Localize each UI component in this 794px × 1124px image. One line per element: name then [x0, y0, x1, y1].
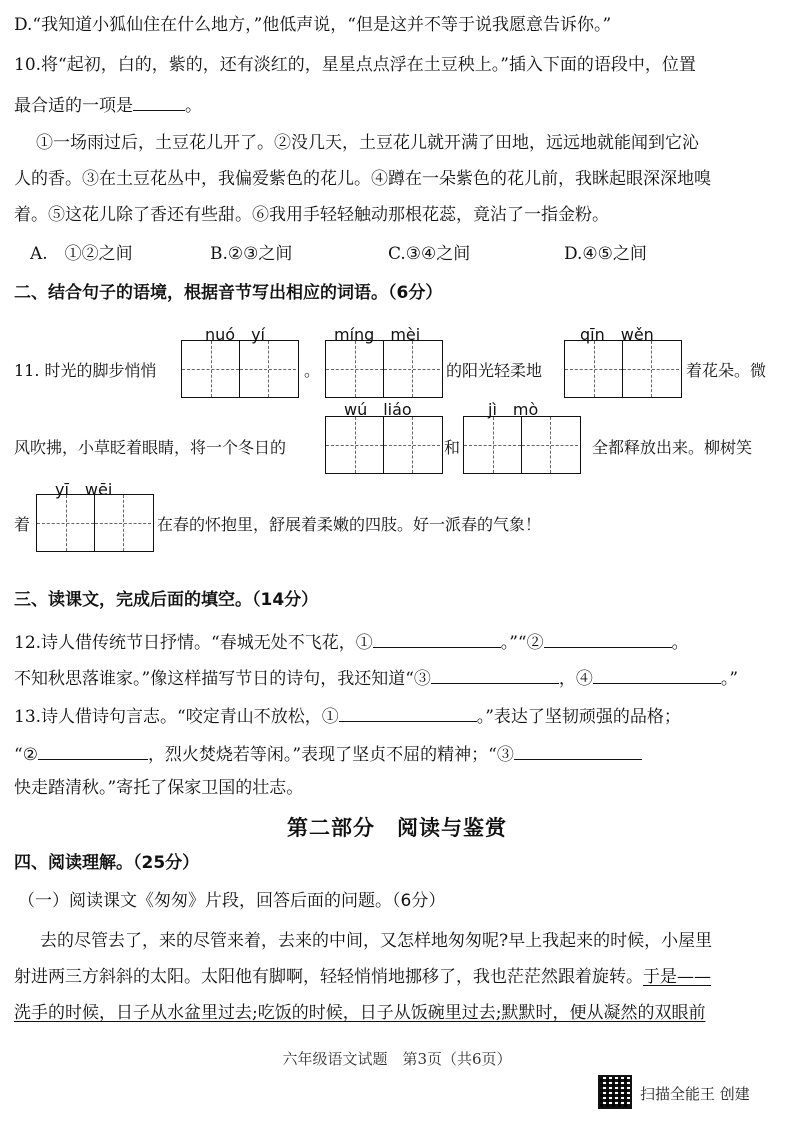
passage-line-1: 去的尽管去了，来的尽管来着，去来的中间，又怎样地匆匆呢?早上我起来的时候，小屋里: [40, 931, 713, 951]
q12-line1: [14, 629, 689, 654]
q13-line2: [14, 741, 642, 766]
grid-cell[interactable]: [622, 341, 679, 397]
q12-line2: [14, 665, 738, 690]
pinyin-4: wú liáo: [344, 400, 412, 419]
grid-cell[interactable]: [383, 417, 440, 473]
q13-blank-3[interactable]: [514, 741, 642, 760]
q11-flowers-text: 着花朵。微: [686, 361, 767, 380]
q12-text-e: ，④: [558, 669, 593, 689]
q11-line3-end: 在春的怀抱里，舒展着柔嫩的四肢。好一派春的气象！: [157, 515, 542, 534]
grid-cell[interactable]: [182, 341, 239, 397]
q10-stem-end: 。: [185, 96, 202, 116]
q10-answer-blank[interactable]: [133, 92, 185, 111]
pinyin-1: nuó yí: [205, 325, 265, 344]
answer-grid-5[interactable]: [463, 416, 581, 474]
grid-cell[interactable]: [464, 417, 521, 473]
q10-passage-2: 人的香。③在土豆花丛中，我偏爱紫色的花儿。④蹲在一朵紫色的花儿前，我眯起眼深深地嗅: [14, 169, 711, 189]
q11-sun-text: 的阳光轻柔地: [446, 361, 543, 380]
q11-line2-end: 全都释放出来。柳树笑: [592, 438, 753, 457]
answer-grid-6[interactable]: [36, 494, 154, 552]
section2-heading: 二、结合句子的语境，根据音节写出相应的词语。（6分）: [14, 283, 443, 303]
answer-grid-1[interactable]: [181, 340, 299, 398]
q10-stem-line2: [14, 92, 202, 117]
q12-text-c: 。: [671, 633, 689, 653]
part2-title: 第二部分 阅读与鉴赏: [287, 816, 507, 840]
grid-cell[interactable]: [326, 341, 383, 397]
q11-period: 。: [304, 361, 321, 380]
q12-text-b: 。”“②: [500, 633, 544, 653]
q10-option-d[interactable]: D.④⑤之间: [564, 244, 647, 264]
q10-option-b[interactable]: B.②③之间: [210, 244, 293, 264]
answer-grid-3[interactable]: [564, 340, 682, 398]
pinyin-6: yī wēi: [55, 480, 113, 499]
q10-passage-3: 着。⑤这花儿除了香还有些甜。⑥我用手轻轻触动那根花蕊，竟沾了一指金粉。: [14, 205, 609, 225]
scanner-watermark: 扫描全能王 创建: [640, 1085, 750, 1103]
q13-text-d: ，烈火焚烧若等闲。”表现了坚贞不屈的精神；“③: [147, 745, 514, 765]
q12-blank-3[interactable]: [431, 665, 559, 684]
grid-cell[interactable]: [565, 341, 622, 397]
grid-cell[interactable]: [37, 495, 94, 551]
q12-blank-1[interactable]: [373, 629, 501, 648]
q13-text-b: 。”表达了坚韧顽强的品格；: [476, 707, 681, 727]
pinyin-2: míng mèi: [334, 325, 421, 344]
pinyin-5: jì mò: [488, 400, 539, 419]
qr-code-icon: [598, 1075, 632, 1109]
passage-text: 射进两三方斜斜的太阳。太阳他有脚啊，轻轻悄悄地挪移了，我也茫茫然跟着旋转。: [14, 967, 643, 987]
q10-option-c[interactable]: C.③④之间: [388, 244, 471, 264]
passage-line-2: [14, 966, 711, 988]
q12-blank-4[interactable]: [593, 665, 721, 684]
answer-grid-4[interactable]: [325, 416, 443, 474]
underlined-text: 于是——: [643, 967, 711, 987]
q11-line2-start: 风吹拂，小草眨着眼睛，将一个冬日的: [14, 438, 287, 457]
q13-text-c: “②: [14, 745, 38, 765]
q10-passage-1: ①一场雨过后，土豆花儿开了。②没几天，土豆花儿就开满了田地，远远地就能闻到它沁: [36, 133, 699, 153]
grid-cell[interactable]: [94, 495, 151, 551]
q9-option-d: D.“我知道小狐仙住在什么地方，”他低声说，“但是这并不等于说我愿意告诉你。”: [14, 15, 612, 35]
grid-cell[interactable]: [326, 417, 383, 473]
answer-grid-2[interactable]: [325, 340, 443, 398]
page-footer: 六年级语文试题 第3页（共6页）: [282, 1050, 512, 1068]
grid-cell[interactable]: [239, 341, 296, 397]
q10-option-a[interactable]: A. ①②之间: [30, 244, 133, 264]
q12-text-f: 。”: [720, 669, 739, 689]
q13-text-a: 13.诗人借诗句言志。“咬定青山不放松，①: [14, 707, 339, 727]
q12-blank-2[interactable]: [544, 629, 672, 648]
grid-cell[interactable]: [383, 341, 440, 397]
q13-line1: [14, 703, 681, 728]
q12-text-d: 不知秋思落谁家。”像这样描写节日的诗句，我还知道“③: [14, 669, 431, 689]
q10-stem-text: 最合适的一项是: [14, 96, 133, 116]
q11-line3-start: 着: [14, 515, 31, 534]
q12-text-a: 12.诗人借传统节日抒情。“春城无处不飞花，①: [14, 633, 373, 653]
q13-line3: 快走踏清秋。”寄托了保家卫国的壮志。: [14, 778, 304, 798]
q11-and: 和: [444, 438, 461, 457]
grid-cell[interactable]: [521, 417, 578, 473]
q11-start: 11. 时光的脚步悄悄: [14, 361, 157, 380]
q13-blank-1[interactable]: [339, 703, 477, 722]
section4-sub1: （一）阅读课文《匆匆》片段，回答后面的问题。（6分）: [18, 891, 446, 911]
q10-stem-line1: 10.将“起初，白的，紫的，还有淡红的，星星点点浮在土豆秧上。”插入下面的语段中，位置: [14, 55, 696, 75]
pinyin-3: qīn wěn: [580, 325, 654, 344]
section3-heading: 三、读课文，完成后面的填空。（14分）: [14, 590, 319, 610]
passage-line-3: 洗手的时候，日子从水盆里过去;吃饭的时候，日子从饭碗里过去;默默时，便从凝然的双眼前: [14, 1003, 706, 1023]
q13-blank-2[interactable]: [38, 741, 148, 760]
section4-heading: 四、阅读理解。（25分）: [14, 853, 200, 873]
